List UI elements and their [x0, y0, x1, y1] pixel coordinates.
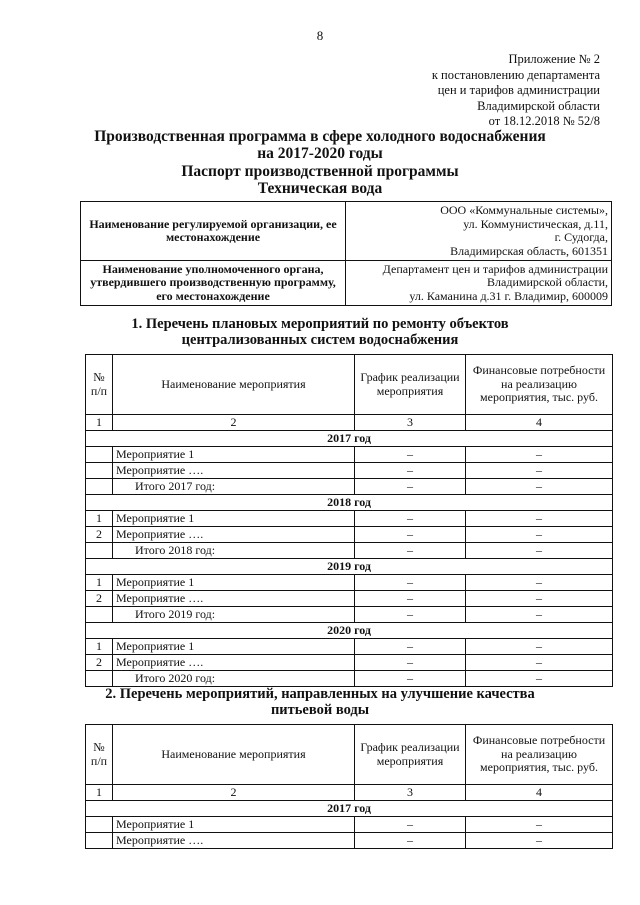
authority-address: ул. Каманина д.31 г. Владимир, 600009: [409, 288, 608, 303]
event-schedule: –: [355, 447, 466, 463]
total-label: Итого 2018 год:: [113, 543, 355, 559]
col-index: 4: [466, 415, 613, 431]
event-schedule: –: [355, 591, 466, 607]
year-row: 2018 год: [86, 495, 613, 511]
year-row: 2017 год: [86, 801, 613, 817]
col-index: 3: [355, 415, 466, 431]
row-number: 2: [86, 527, 113, 543]
event-name: Мероприятие ….: [113, 591, 355, 607]
authority-name: Департамент цен и тарифов администрации: [382, 261, 608, 276]
title-line: Производственная программа в сфере холодного водоснабжения: [94, 128, 546, 145]
appendix-line: Приложение № 2: [508, 52, 600, 66]
col-index: 1: [86, 415, 113, 431]
row-number: 2: [86, 655, 113, 671]
col-finance-header: Финансовые потребности на реализацию мероприятия, тыс. руб.: [466, 355, 613, 415]
year-row: 2019 год: [86, 559, 613, 575]
col-number-header: № п/п: [86, 355, 113, 415]
quality-events-table: [85, 724, 613, 849]
col-index: 3: [355, 785, 466, 801]
appendix-line: цен и тарифов администрации: [437, 83, 600, 97]
total-label: Итого 2019 год:: [113, 607, 355, 623]
year-row: 2020 год: [86, 623, 613, 639]
document-title: [0, 128, 640, 197]
section-title-line: питьевой воды: [270, 702, 370, 718]
row-number: 2: [86, 591, 113, 607]
event-finance: –: [466, 833, 613, 849]
total-row: [86, 671, 613, 687]
col-schedule-header: График реализации мероприятия: [355, 725, 466, 785]
total-finance: –: [466, 607, 613, 623]
total-finance: –: [466, 543, 613, 559]
org-address: ул. Коммунистическая, д.11,: [463, 216, 608, 231]
section-1-title: [0, 316, 640, 348]
event-finance: –: [466, 511, 613, 527]
event-schedule: –: [355, 527, 466, 543]
table-row: [86, 591, 613, 607]
event-finance: –: [466, 527, 613, 543]
col-schedule-header: График реализации мероприятия: [355, 355, 466, 415]
table-row: [86, 511, 613, 527]
total-row: [86, 479, 613, 495]
col-name-header: Наименование мероприятия: [113, 725, 355, 785]
table-row: [86, 447, 613, 463]
col-number-header: № п/п: [86, 725, 113, 785]
section-title-line: централизованных систем водоснабжения: [181, 332, 459, 348]
col-index: 2: [113, 415, 355, 431]
col-index: 2: [113, 785, 355, 801]
page-number: 8: [316, 28, 324, 43]
total-schedule: –: [355, 479, 466, 495]
total-schedule: –: [355, 607, 466, 623]
table-row: [86, 639, 613, 655]
org-value: [346, 202, 612, 261]
event-name: Мероприятие 1: [113, 639, 355, 655]
row-number: [86, 817, 113, 833]
repair-events-table: [85, 354, 613, 687]
row-number: [86, 447, 113, 463]
org-address: г. Судогда,: [554, 230, 608, 244]
event-finance: –: [466, 655, 613, 671]
table-row: [86, 817, 613, 833]
event-name: Мероприятие ….: [113, 463, 355, 479]
row-number: 1: [86, 575, 113, 591]
event-name: Мероприятие 1: [113, 511, 355, 527]
total-schedule: –: [355, 671, 466, 687]
event-schedule: –: [355, 833, 466, 849]
event-name: Мероприятие ….: [113, 655, 355, 671]
title-line: на 2017-2020 годы: [257, 145, 383, 162]
event-schedule: –: [355, 575, 466, 591]
passport-subheading: Техническая вода: [257, 180, 383, 197]
total-finance: –: [466, 671, 613, 687]
event-schedule: –: [355, 817, 466, 833]
authority-address: Владимирской области,: [487, 275, 608, 290]
org-label: Наименование регулируемой организации, ее местонахождение: [81, 202, 346, 261]
total-label: Итого 2020 год:: [113, 671, 355, 687]
table-row: [86, 833, 613, 849]
col-index: 4: [466, 785, 613, 801]
row-number: [86, 833, 113, 849]
row-number: [86, 463, 113, 479]
table-row: [86, 575, 613, 591]
passport-heading: Паспорт производственной программы: [181, 163, 459, 180]
event-finance: –: [466, 447, 613, 463]
event-name: Мероприятие ….: [113, 527, 355, 543]
appendix-line: от 18.12.2018 № 52/8: [488, 114, 600, 128]
section-2-title: [0, 686, 640, 718]
section-title-line: 2. Перечень мероприятий, направленных на улучшение качества: [105, 686, 535, 702]
event-schedule: –: [355, 655, 466, 671]
total-finance: –: [466, 479, 613, 495]
org-name: ООО «Коммунальные системы»,: [440, 203, 608, 217]
event-name: Мероприятие 1: [113, 575, 355, 591]
appendix-line: к постановлению департамента: [431, 67, 600, 82]
event-finance: –: [466, 463, 613, 479]
event-schedule: –: [355, 463, 466, 479]
row-number: 1: [86, 639, 113, 655]
total-schedule: –: [355, 543, 466, 559]
event-schedule: –: [355, 511, 466, 527]
table-row: [86, 527, 613, 543]
table-row: [86, 463, 613, 479]
appendix-block: [400, 52, 600, 130]
total-row: [86, 543, 613, 559]
event-finance: –: [466, 575, 613, 591]
col-index: 1: [86, 785, 113, 801]
table-row: [86, 655, 613, 671]
col-finance-header: Финансовые потребности на реализацию мероприятия, тыс. руб.: [466, 725, 613, 785]
event-name: Мероприятие 1: [113, 447, 355, 463]
section-title-line: 1. Перечень плановых мероприятий по ремонту объектов: [131, 316, 509, 332]
total-row: [86, 607, 613, 623]
org-address: Владимирская область, 601351: [450, 243, 608, 258]
total-label: Итого 2017 год:: [113, 479, 355, 495]
event-name: Мероприятие ….: [113, 833, 355, 849]
col-name-header: Наименование мероприятия: [113, 355, 355, 415]
event-schedule: –: [355, 639, 466, 655]
authority-value: [346, 261, 612, 306]
event-name: Мероприятие 1: [113, 817, 355, 833]
appendix-line: Владимирской области: [477, 98, 600, 113]
passport-table: [80, 201, 612, 306]
event-finance: –: [466, 817, 613, 833]
event-finance: –: [466, 591, 613, 607]
event-finance: –: [466, 639, 613, 655]
authority-label: Наименование уполномоченного органа, утвердившего производственную программу, его местонахождение: [81, 261, 346, 306]
year-row: 2017 год: [86, 431, 613, 447]
row-number: 1: [86, 511, 113, 527]
